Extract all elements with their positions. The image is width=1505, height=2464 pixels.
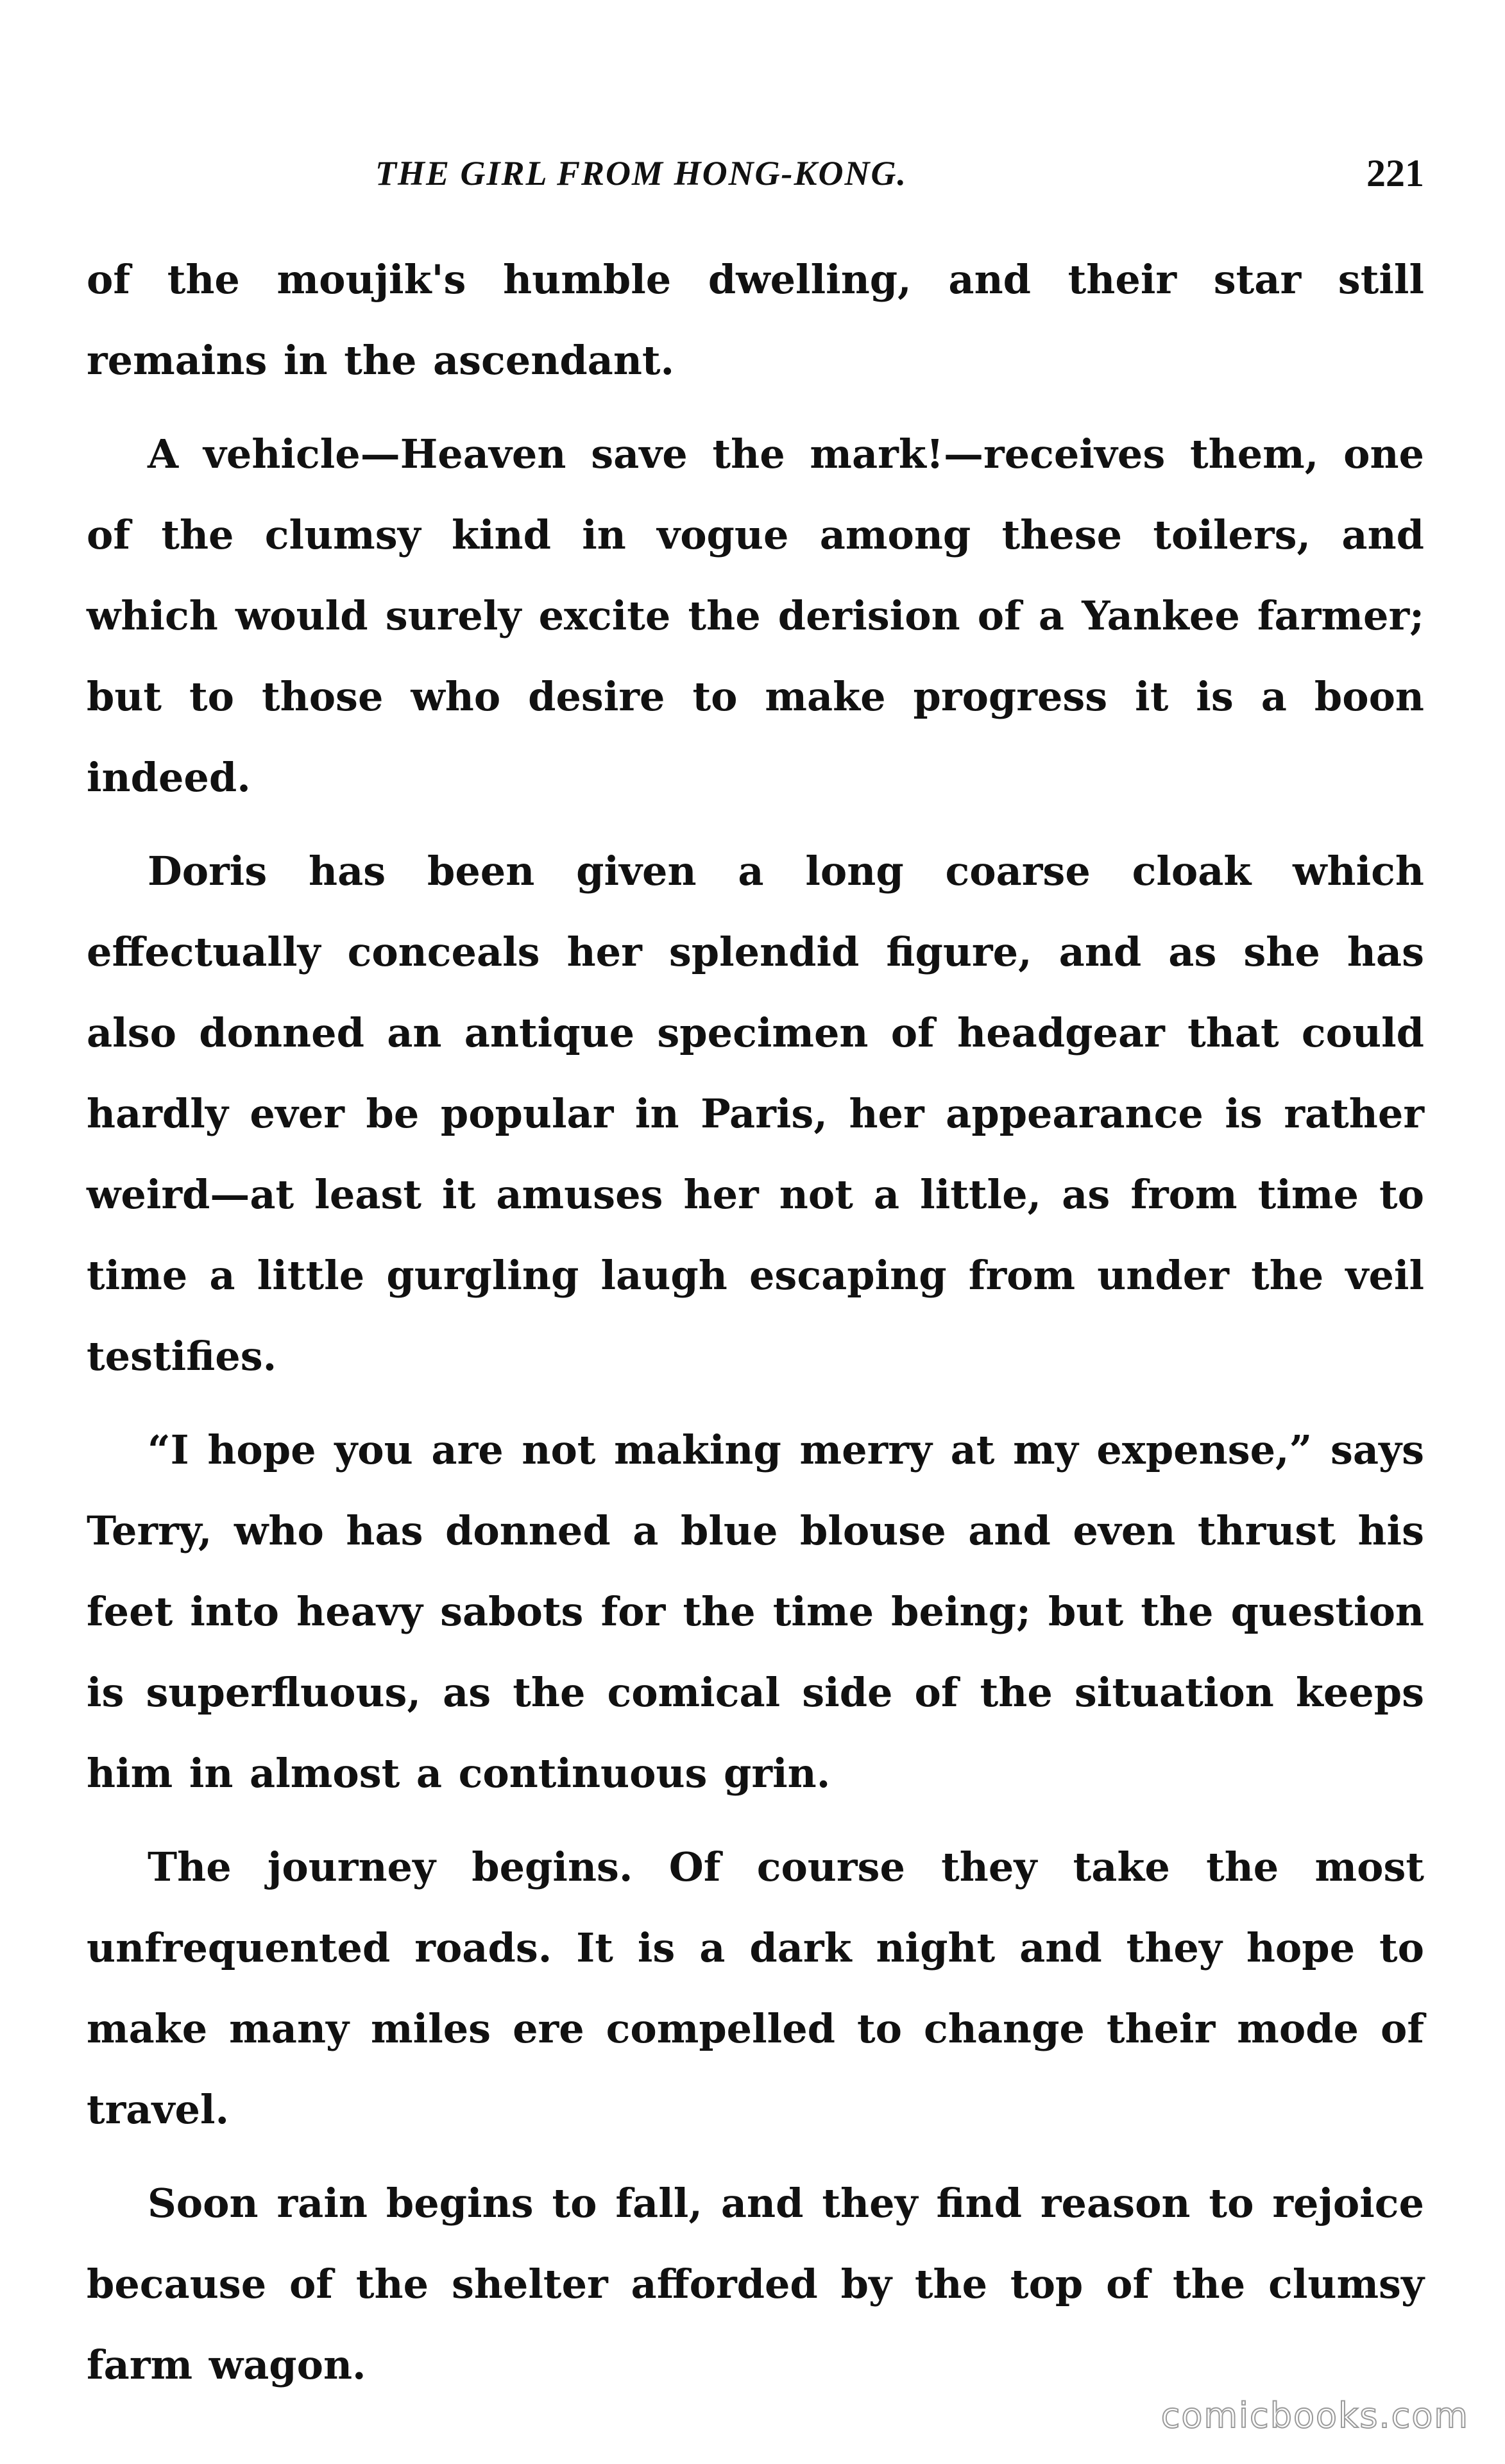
running-title: THE GIRL FROM HONG-KONG. xyxy=(375,154,908,193)
paragraph-5: The journey begins. Of course they take the most unfrequented roads. It is a dark night and they hope to make many miles ere compelled to change their mode of travel. xyxy=(87,1844,1424,2133)
paragraph-2: A vehicle—Heaven save the mark!—receives them, one of the clumsy kind in vogue among these toilers, and which would surely excite the derision of a Yankee farmer; but to those who desire to make progress it is a boon indeed. xyxy=(87,431,1424,801)
page-number: 221 xyxy=(1366,152,1424,194)
paragraph-4: “I hope you are not making merry at my expense,” says Terry, who has donned a blue blouse and even thrust his feet into heavy sabots for the time being; but the question is superfluous, as the comical side of the situation keeps him in almost a continuous grin. xyxy=(87,1426,1424,1797)
watermark: comicbooks.com xyxy=(1161,2395,1469,2436)
body-text xyxy=(87,239,1424,2418)
running-header xyxy=(87,144,1424,202)
paragraph-1: of the moujik's humble dwelling, and their star still remains in the ascendant. xyxy=(87,256,1424,384)
paragraph-3: Doris has been given a long coarse cloak which effectually conceals her splendid figure, and as she has also donned an antique specimen of headgear that could hardly ever be popular in Paris, her appearance is rather weird—at least it amuses her not a little, as from time to time a little gurgling laugh escaping from under the veil testifies. xyxy=(87,848,1424,1380)
paragraph-6: Soon rain begins to fall, and they find reason to rejoice because of the shelter afforded by the top of the clumsy farm wagon. xyxy=(87,2180,1424,2388)
